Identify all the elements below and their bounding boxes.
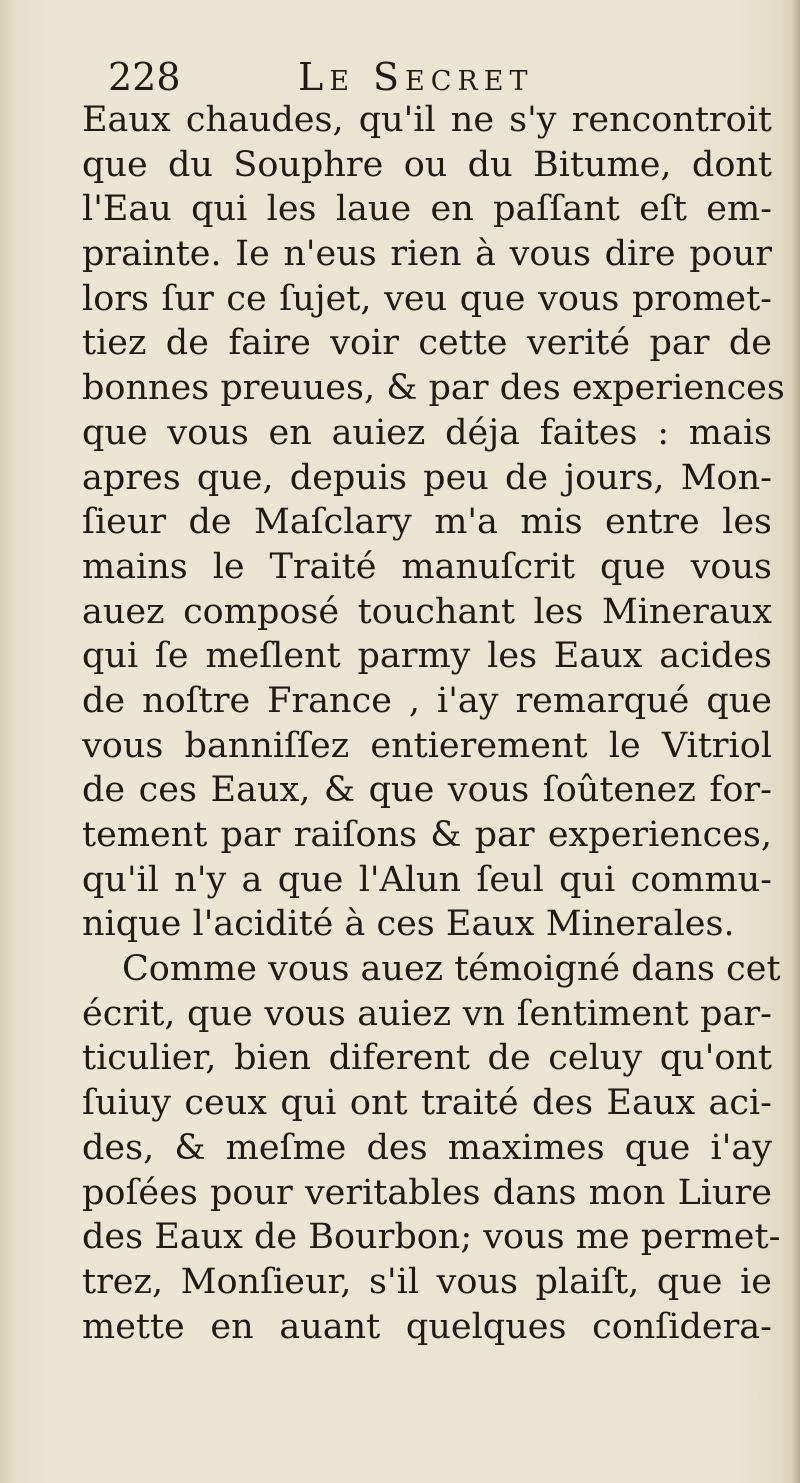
text-line: lors ſur ce ſujet, veu que vous promet- xyxy=(82,278,772,319)
text-line: trez, Monſieur, s'il vous plaiſt, que ie xyxy=(82,1261,772,1302)
text-line: que du Souphre ou du Bitume, dont xyxy=(82,144,772,185)
running-head xyxy=(108,52,628,102)
text-line: que vous en auiez déja faites : mais xyxy=(82,412,772,453)
text-line: vous banniſſez entierement le Vitriol xyxy=(82,725,772,766)
text-line: qui ſe meſlent parmy les Eaux acides xyxy=(82,636,772,677)
text-line: Eaux chaudes, qu'il ne s'y rencontroit xyxy=(82,100,772,140)
text-line: tement par raiſons & par experiences, xyxy=(82,815,772,855)
text-line: qu'il n'y a que l'Alun ſeul qui commu- xyxy=(82,859,772,900)
text-line: tiez de faire voir cette verité par de xyxy=(82,323,772,364)
text-line: ſuiuy ceux qui ont traité des Eaux aci- xyxy=(82,1083,772,1124)
text-line: nique l'acidité à ces Eaux Minerales. xyxy=(82,904,735,945)
text-line: poſées pour veritables dans mon Liure xyxy=(82,1172,772,1213)
text-line: mette en auant quelques conſidera- xyxy=(82,1306,772,1347)
text-line: bonnes preuues, & par des experiences xyxy=(82,368,785,409)
text-line: de noſtre France , i'ay remarqué que xyxy=(82,680,772,721)
text-line: mains le Traité manuſcrit que vous xyxy=(82,546,772,587)
page-number: 228 xyxy=(108,55,181,99)
page-edge-shadow xyxy=(792,0,800,1483)
text-line: des Eaux de Bourbon; vous me permet- xyxy=(82,1217,781,1258)
text-line: de ces Eaux, & que vous ſoûtenez for- xyxy=(82,770,772,811)
text-body xyxy=(82,98,785,1349)
text-line: écrit, que vous auiez vn ſentiment par- xyxy=(82,993,772,1034)
text-line: auez composé touchant les Mineraux xyxy=(82,591,772,632)
text-line: Comme vous auez témoigné dans cet xyxy=(122,949,781,990)
text-line: ticulier, bien diferent de celuy qu'ont xyxy=(82,1038,772,1079)
text-line: prainte. Ie n'eus rien à vous dire pour xyxy=(82,234,772,275)
text-line: ſieur de Maſclary m'a mis entre les xyxy=(82,502,772,543)
text-line: l'Eau qui les laue en paſſant eſt em- xyxy=(82,189,772,230)
text-line: des, & meſme des maximes que i'ay xyxy=(82,1127,772,1168)
text-line: apres que, depuis peu de jours, Mon- xyxy=(82,457,772,498)
running-title: Le Secret xyxy=(298,55,534,99)
